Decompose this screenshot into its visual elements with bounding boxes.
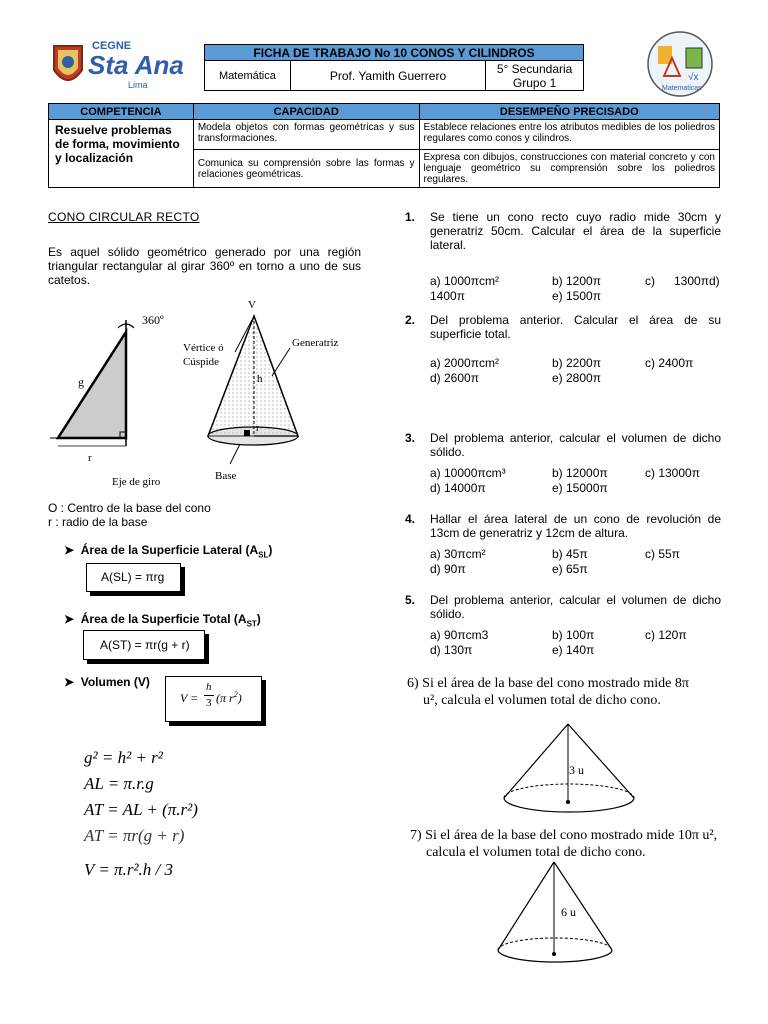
option: d) 2600π: [430, 371, 479, 385]
question-text: Del problema anterior. Calcular el área de su superficie total.: [430, 313, 721, 341]
cone-q7-height: 6 u: [561, 905, 576, 919]
summary-formula-2: AL = π.r.g: [84, 774, 154, 793]
label-cuspide: Cúspide: [183, 356, 220, 368]
option: d) 14000π: [430, 481, 486, 495]
cone-q6-height: 3 u: [569, 763, 584, 777]
option: e) 2800π: [552, 371, 601, 385]
grade-cell: [486, 61, 584, 91]
question-3: [405, 431, 721, 496]
option: a) 1000πcm²: [430, 274, 499, 288]
summary-formula-4: AT = πr(g + r): [84, 826, 185, 845]
bullet-arrow-icon: ➤: [64, 612, 81, 626]
option: b) 12000π: [552, 466, 608, 480]
question-text-line-1: Si el área de la base del cono mostrado mide 10π u²,: [425, 828, 718, 843]
school-city: Lima: [128, 80, 148, 90]
question-options: [430, 356, 721, 386]
grade-text: 5° Secundaria: [496, 61, 573, 76]
school-brand: Sta Ana: [88, 50, 184, 80]
option: a) 90πcm3: [430, 628, 489, 642]
option: c) 2400π: [645, 356, 694, 370]
col-desempeno: DESEMPEÑO PRECISADO: [419, 104, 719, 120]
option: a) 30πcm²: [430, 547, 486, 561]
subject-cell: Matemática: [205, 61, 291, 91]
label-h: h: [257, 373, 263, 385]
option: b) 45π: [552, 547, 588, 561]
question-number: 4.: [405, 512, 416, 526]
option: d) 130π: [430, 643, 473, 657]
label-r-cone: r: [256, 423, 260, 434]
option: c) 55π: [645, 547, 680, 561]
question-number: 3.: [405, 431, 416, 445]
volume-title-text: Volumen (V): [80, 675, 150, 689]
cone-body: [208, 316, 298, 436]
question-6: [407, 675, 707, 709]
question-text-line-1: Si el área de la base del cono mostrado mide 8π: [422, 676, 689, 691]
lateral-area-formula: A(SL) = πrg: [86, 563, 181, 592]
question-options: [430, 466, 721, 496]
option: b) 100π: [552, 628, 595, 642]
question-text-line-2: calcula el volumen total de dicho cono.: [426, 845, 646, 860]
option: a) 2000πcm²: [430, 356, 499, 370]
option: e) 65π: [552, 562, 588, 576]
summary-formula-1: g² = h² + r²: [84, 748, 163, 767]
option: c) 120π: [645, 628, 687, 642]
math-logo: [642, 30, 718, 98]
total-title-text: Área de la Superficie Total (A: [80, 612, 247, 626]
question-number: 6): [407, 676, 419, 691]
total-area-heading: ➤ Área de la Superficie Total $(A_{ST})$: [64, 612, 261, 629]
lateral-area-heading: ➤ Área de la Superficie Lateral $(A_{SL})$: [64, 543, 273, 560]
label-g: g: [78, 375, 84, 389]
col-competencia: COMPETENCIA: [49, 104, 194, 120]
total-sub: ST: [246, 619, 257, 629]
label-r-left: r: [88, 452, 92, 464]
teacher-cell: Prof. Yamith Guerrero: [290, 61, 485, 91]
option: c) 13000π: [645, 466, 700, 480]
question-4: [405, 512, 721, 577]
option: b) 1200π: [552, 274, 601, 288]
col-capacidad: CAPACIDAD: [193, 104, 419, 120]
title-table: [204, 44, 584, 91]
section-title: CONO CIRCULAR RECTO: [48, 210, 200, 224]
worksheet-title: FICHA DE TRABAJO No 10 CONOS Y CILINDROS: [205, 45, 584, 61]
label-generatriz: Generatriz: [292, 337, 339, 349]
option: e) 140π: [552, 643, 595, 657]
label-v: V: [248, 299, 256, 311]
question-1: [405, 210, 721, 304]
bullet-arrow-icon: ➤: [64, 543, 81, 557]
question-5: [405, 593, 721, 658]
label-base: Base: [215, 470, 237, 482]
label-360: 360º: [142, 313, 164, 327]
label-eje: Eje de giro: [112, 476, 161, 488]
triangle-region: [58, 332, 126, 438]
question-options: [430, 628, 721, 658]
group-text: Grupo 1: [512, 75, 557, 90]
competencias-table: [48, 103, 720, 188]
question-number: 7): [410, 828, 422, 843]
question-options: [430, 547, 721, 577]
capacidad-cell-1: Modela objetos con formas geométricas y sus transformaciones.: [193, 120, 419, 150]
lateral-title-text: Área de la Superficie Lateral (A: [80, 543, 259, 557]
summary-formula-5: V = π.r².h / 3: [84, 860, 174, 879]
desempeno-cell-1: Establece relaciones entre los atributos medibles de los poliedros regulares como conos y cilindros.: [419, 120, 719, 150]
bullet-arrow-icon: ➤: [64, 675, 81, 689]
option: e) 1500π: [552, 289, 601, 303]
option: a) 10000πcm³: [430, 466, 506, 480]
option: b) 2200π: [552, 356, 601, 370]
option: 1400π: [430, 289, 465, 303]
desempeno-cell-2: Expresa con dibujos, construcciones con material concreto y con lenguaje geométrico su comprensión sobre los poliedros regulares.: [419, 150, 719, 188]
label-vertice: Vértice ó: [183, 342, 224, 354]
competencia-cell: Resuelve problemas de forma, movimiento y localización: [49, 120, 194, 188]
question-text: Hallar el área lateral de un cono de revolución de 13cm de generatriz y 12cm de altura.: [430, 512, 721, 540]
lateral-sub: SL: [258, 550, 269, 560]
legend-o: O : Centro de la base del cono: [48, 501, 211, 515]
intro-paragraph: Es aquel sólido geométrico generado por una región triangular rectangular al girar 360º en torno a uno de sus catetos.: [48, 245, 361, 287]
option: d) 90π: [430, 562, 466, 576]
question-text: Del problema anterior, calcular el volumen de dicho sólido.: [430, 431, 721, 459]
summary-formula-3: AT = AL + (π.r²): [84, 800, 198, 819]
question-number: 2.: [405, 313, 416, 327]
question-2: [405, 313, 721, 386]
question-options: [430, 274, 721, 304]
question-number: 1.: [405, 210, 416, 224]
cone-q7: [492, 858, 622, 970]
question-text: Se tiene un cono recto cuyo radio mide 30cm y generatriz 50cm. Calcular el área de la superficie lateral.: [430, 210, 721, 252]
svg-text:√x: √x: [688, 72, 699, 83]
school-name: CEGNE: [92, 40, 132, 52]
volume-heading: [64, 675, 150, 689]
question-7: [410, 827, 720, 861]
question-text: Del problema anterior, calcular el volumen de dicho sólido.: [430, 593, 721, 621]
option: c): [645, 274, 655, 288]
school-logo: [48, 38, 184, 94]
total-area-formula: A(ST) = πr(g + r): [83, 630, 205, 660]
math-logo-caption: Matematicas: [662, 85, 702, 92]
legend-r: r : radio de la base: [48, 515, 148, 529]
question-text-line-2: u², calcula el volumen total de dicho cono.: [423, 693, 661, 708]
option: 1300πd): [674, 274, 720, 288]
question-number: 5.: [405, 593, 416, 607]
capacidad-cell-2: Comunica su comprensión sobre las formas y relaciones geométricas.: [193, 150, 419, 188]
option: e) 15000π: [552, 481, 608, 495]
volume-formula: V = h 3 (π $r^2$): [165, 676, 262, 722]
